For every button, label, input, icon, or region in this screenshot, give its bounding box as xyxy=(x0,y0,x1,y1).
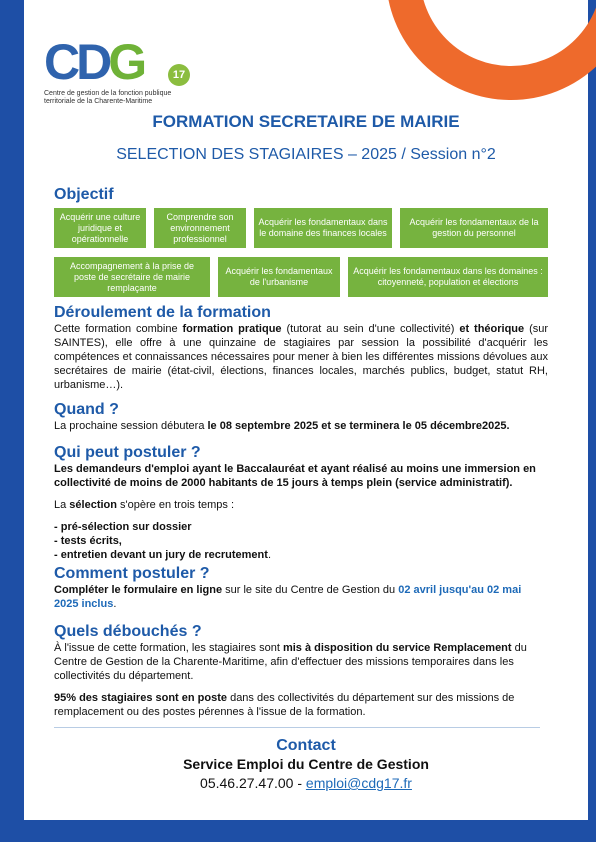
quand-heading: Quand ? xyxy=(54,401,119,418)
quand-text: La prochaine session débutera le 08 septembre 2025 et se terminera le 05 décembre2025. xyxy=(54,420,510,432)
debouches-stat: 95% des stagiaires sont en poste dans des collectivités du département sur des missions de remplacement ou des postes pérennes à l'issue de la formation. xyxy=(54,692,515,718)
contact-heading: Contact xyxy=(276,737,336,754)
qui-section xyxy=(54,444,548,562)
objectif-box: Acquérir les fondamentaux de la gestion du personnel xyxy=(400,208,548,248)
debouches-heading: Quels débouchés ? xyxy=(54,623,202,640)
qui-heading: Qui peut postuler ? xyxy=(54,444,201,461)
page-title: FORMATION SECRETAIRE DE MAIRIE xyxy=(152,112,460,131)
selection-step: - entretien devant un jury de recrutement. xyxy=(54,549,271,561)
contact-service: Service Emploi du Centre de Gestion xyxy=(183,756,429,772)
selection-step: - pré-sélection sur dossier xyxy=(54,521,192,533)
qui-selection: La sélection s'opère en trois temps : xyxy=(54,499,235,511)
deroulement-section xyxy=(54,304,548,392)
page-subtitle: SELECTION DES STAGIAIRES – 2025 / Session n°2 xyxy=(116,146,496,163)
logo-subtitle: Centre de gestion de la fonction publique territoriale de la Charente-Maritime xyxy=(44,90,172,105)
debouches-text: À l'issue de cette formation, les stagiaires sont mis à disposition du service Remplacement du Centre de Gestion de la Charente-Maritime, afin d'effectuer des missions temporaires dans les collectivités du département. xyxy=(54,642,527,682)
right-border xyxy=(588,0,596,842)
objectif-box: Acquérir les fondamentaux dans le domaine des finances locales xyxy=(254,208,392,248)
deroulement-heading: Déroulement de la formation xyxy=(54,304,271,321)
contact-email-link[interactable]: emploi@cdg17.fr xyxy=(305,775,412,791)
qui-eligibility: Les demandeurs d'emploi ayant le Baccalauréat et ayant réalisé au moins une immersion en collectivité de moins de 2000 habitants de 15 jours à temps plein (service administratif). xyxy=(54,463,536,489)
objectif-heading: Objectif xyxy=(54,186,114,203)
orange-arc-decoration xyxy=(386,0,596,100)
selection-steps xyxy=(54,520,548,562)
objectif-box: Comprendre son environnement professionnel xyxy=(154,208,246,248)
objectif-box: Accompagnement à la prise de poste de secrétaire de mairie remplaçante xyxy=(54,257,210,297)
comment-text: Compléter le formulaire en ligne sur le site du Centre de Gestion du 02 avril jusqu'au 02 mai 2025 inclus. xyxy=(54,584,522,610)
bottom-border xyxy=(0,820,596,842)
application-dates: 02 avril jusqu'au 02 mai 2025 inclus xyxy=(54,584,522,610)
debouches-section xyxy=(54,623,548,719)
divider xyxy=(54,727,540,728)
logo-badge: 17 xyxy=(168,64,190,86)
objectif-section xyxy=(54,186,548,204)
objectif-box: Acquérir les fondamentaux de l'urbanisme xyxy=(218,257,340,297)
quand-section xyxy=(54,401,548,433)
comment-section xyxy=(54,565,548,611)
left-border xyxy=(0,0,24,842)
objectif-box: Acquérir une culture juridique et opérationnelle xyxy=(54,208,146,248)
objectif-box: Acquérir les fondamentaux dans les domaines : citoyenneté, population et élections xyxy=(348,257,548,297)
contact-phone: 05.46.27.47.00 - xyxy=(200,775,306,791)
logo-text: CDG xyxy=(44,34,144,90)
comment-heading: Comment postuler ? xyxy=(54,565,210,582)
contact-details xyxy=(24,775,588,791)
selection-step: - tests écrits, xyxy=(54,535,122,547)
cdg17-logo xyxy=(44,36,204,106)
deroulement-text: Cette formation combine formation pratique (tutorat au sein d'une collectivité) et théorique (sur SAINTES), elle offre à une quinzaine de stagiaires par session la possibilité d'acquérir les compétences et connaissances nécessaires pour mener à bien les différentes missions dévolues aux secrétaires de mairie (état-civil, élections, finances locales, marchés publics, budget, statut RH, urbanisme…). xyxy=(54,323,549,391)
